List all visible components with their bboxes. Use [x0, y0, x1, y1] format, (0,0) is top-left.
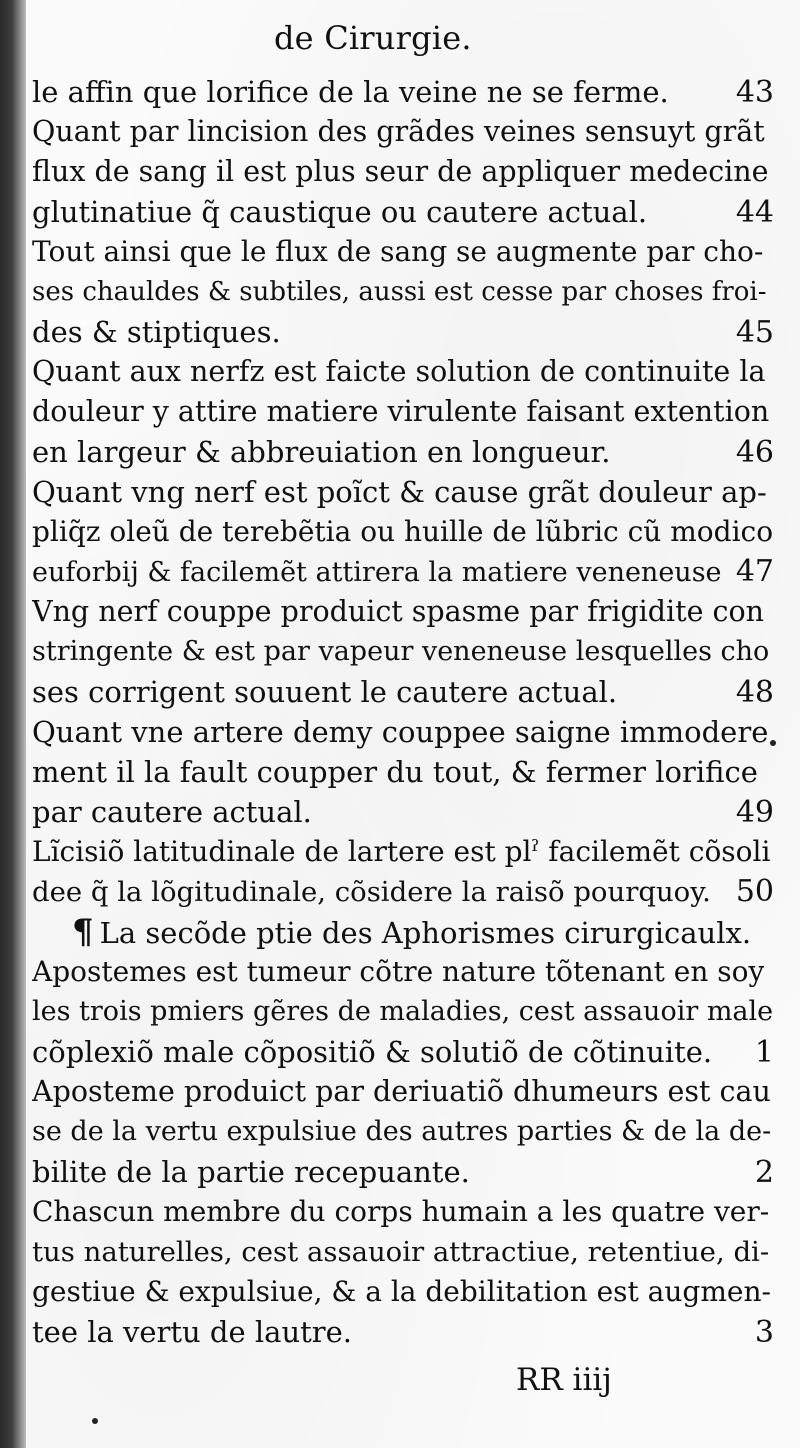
line-text: tee la vertu de lautre.	[32, 1315, 353, 1349]
text-line	[32, 992, 774, 1032]
text-line	[32, 72, 774, 112]
running-header: de Cirurgie.	[274, 19, 472, 57]
text-line	[32, 1232, 774, 1272]
line-text: par cautere actual.	[32, 795, 312, 829]
text-line	[32, 952, 774, 992]
line-text: Vng nerf couppe produict spasme par frigidite con	[32, 595, 765, 628]
text-line	[32, 592, 774, 632]
aphorism-number: 45	[735, 315, 774, 350]
line-text: douleur y attire matiere virulente faisant extention	[32, 395, 770, 428]
line-text: des & stiptiques.	[32, 315, 281, 349]
text-line	[32, 1072, 774, 1112]
line-text: se de la vertu expulsiue des autres parties & de la de-	[32, 1116, 772, 1147]
text-line	[32, 1032, 774, 1072]
text-line	[32, 1272, 774, 1312]
line-text: glutinatiue q̃ caustique ou cautere actual.	[32, 195, 648, 229]
text-line	[32, 632, 774, 672]
line-text: dee q̃ la lõgitudinale, cõsidere la raisõ pourquoy.	[32, 876, 711, 908]
text-line	[32, 392, 774, 432]
aphorism-number: 1	[754, 1035, 774, 1070]
line-text: La secõde ptie des Aphorismes cirurgicaulx.	[99, 916, 752, 950]
aphorism-text-block	[32, 72, 774, 1352]
aphorism-number: 46	[735, 435, 774, 470]
text-line	[32, 512, 774, 552]
line-text: cõplexiõ male cõpositiõ & solutiõ de cõtinuite.	[32, 1035, 713, 1069]
text-line	[32, 432, 774, 472]
ink-speck	[770, 740, 776, 746]
aphorism-number: 49	[735, 795, 774, 830]
text-line	[32, 712, 774, 752]
aphorism-number: 3	[754, 1315, 774, 1350]
line-text: Tout ainsi que le flux de sang se augmente par cho-	[32, 235, 764, 268]
text-line	[32, 872, 774, 912]
line-text: ment il la fault coupper du tout, & fermer lorifice	[32, 755, 758, 789]
aphorism-number: 2	[754, 1155, 774, 1190]
ink-speck	[92, 1418, 98, 1424]
aphorism-number: 43	[735, 75, 774, 110]
line-text: Quant par lincision des grãdes veines sensuyt grãt	[32, 115, 765, 148]
pilcrow-mark: ¶	[72, 912, 94, 952]
text-line	[32, 1312, 774, 1352]
text-line	[32, 272, 774, 312]
text-line	[32, 792, 774, 832]
text-line	[32, 232, 774, 272]
aphorism-number: 48	[735, 675, 774, 710]
text-line	[32, 312, 774, 352]
text-line	[32, 112, 774, 152]
line-text: Aposteme produict par deriuatiõ dhumeurs est cau	[32, 1075, 771, 1108]
line-text: stringente & est par vapeur veneneuse lesquelles cho	[32, 636, 770, 667]
text-line	[32, 672, 774, 712]
line-text: Apostemes est tumeur cõtre nature tõtenant en soy	[32, 955, 765, 988]
text-line	[32, 192, 774, 232]
section-heading	[32, 912, 774, 952]
line-text: Lĩcisiõ latitudinale de lartere est plˀ facilemẽt cõsoli	[32, 835, 771, 868]
aphorism-number: 50	[735, 874, 774, 909]
text-line	[32, 552, 774, 592]
line-text: Quant aux nerfz est faicte solution de continuite la	[32, 355, 766, 388]
line-text: les trois pmiers gẽres de maladies, cest assauoir male	[32, 996, 774, 1027]
line-text: pliq̃z oleũ de terebẽtia ou huille de lũbric cũ modico	[32, 515, 774, 548]
signature-mark: RR iiij	[516, 1362, 612, 1398]
aphorism-number: 44	[735, 195, 774, 230]
aphorism-number: 47	[735, 554, 774, 589]
line-text: euforbij & facilemẽt attirera la matiere veneneuse	[32, 557, 722, 588]
page-gutter-shadow	[0, 0, 26, 1448]
line-text: en largeur & abbreuiation en longueur.	[32, 435, 611, 469]
line-text: Chascun membre du corps humain a les quatre ver-	[32, 1195, 770, 1228]
line-text: tus naturelles, cest assauoir attractiue, retentiue, di-	[32, 1236, 770, 1268]
line-text: ses corrigent souuent le cautere actual.	[32, 675, 618, 709]
line-text: bilite de la partie recepuante.	[32, 1155, 470, 1189]
line-text: Quant vne artere demy couppee saigne immodere	[32, 715, 769, 749]
text-line	[32, 472, 774, 512]
text-line	[32, 152, 774, 192]
text-line	[32, 352, 774, 392]
text-line	[32, 1192, 774, 1232]
text-line	[32, 752, 774, 792]
line-text: gestiue & expulsiue, & a la debilitation est augmen-	[32, 1275, 771, 1308]
text-line	[32, 1112, 774, 1152]
text-line	[32, 1152, 774, 1192]
line-text: ses chauldes & subtiles, aussi est cesse par choses froi-	[32, 277, 767, 307]
text-line	[32, 832, 774, 872]
line-text: flux de sang il est plus seur de appliquer medecine	[32, 155, 769, 188]
line-text: Quant vng nerf est poĩct & cause grãt douleur ap-	[32, 475, 767, 509]
line-text: le affin que lorifice de la veine ne se ferme.	[32, 75, 669, 109]
